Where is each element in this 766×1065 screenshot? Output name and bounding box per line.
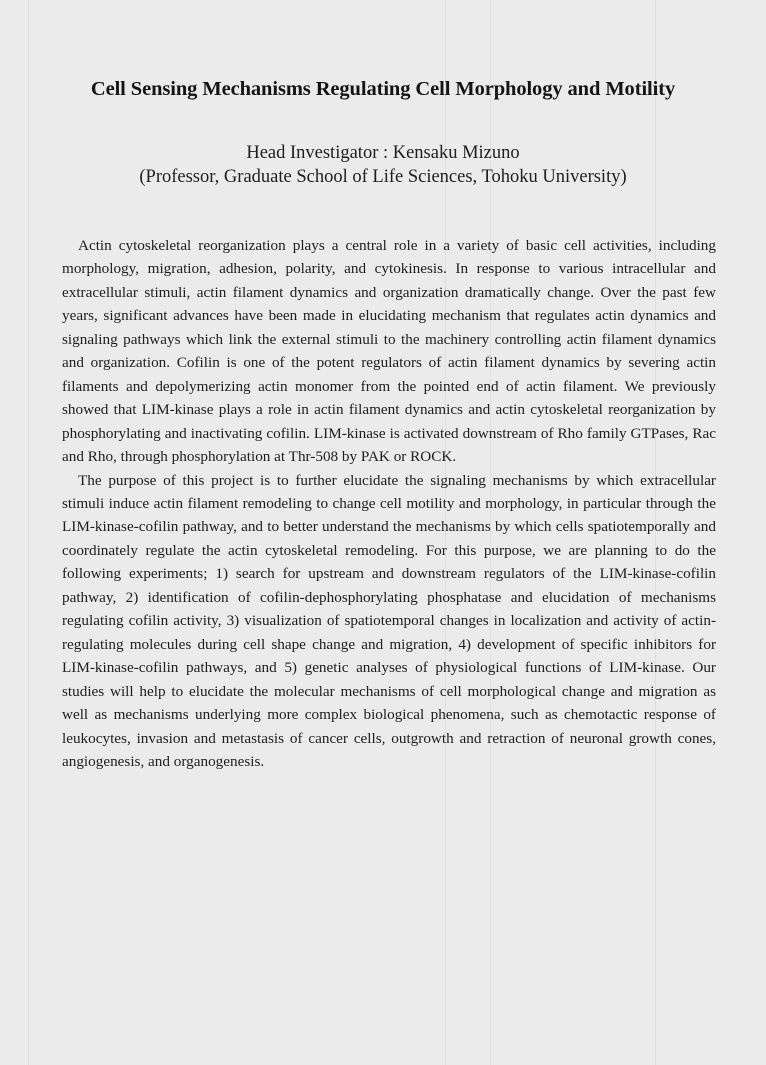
paragraph: Actin cytoskeletal reorganization plays a central role in a variety of basic cell activities, including morphology, migration, adhesion, polarity, and cytokinesis. In response to various intracellular and extracellular stimuli, actin filament dynamics and organization dramatically change. Over the past few years, significant advances have been made in elucidating mechanism that regulates actin dynamics and signaling pathways which link the external stimuli to the machinery controlling actin filament dynamics and organization. Cofilin is one of the potent regulators of actin filament dynamics by severing actin filaments and depolymerizing actin monomer from the pointed end of actin filament. We previously showed that LIM-kinase plays a role in actin filament dynamics and actin cytoskeletal reorganization by phosphorylating and inactivating cofilin. LIM-kinase is activated downstream of Rho family GTPases, Rac and Rho, through phosphorylation at Thr-508 by PAK or ROCK. [62, 237, 716, 466]
paragraph: The purpose of this project is to further elucidate the signaling mechanisms by which extracellular stimuli induce actin filament remodeling to change cell motility and morphology, in particular through the LIM-kinase-cofilin pathway, and to better understand the mechanisms by which cells spatiotemporally and coordinately regulate the actin cytoskeletal remodeling. For this purpose, we are planning to do the following experiments; 1) search for upstream and downstream regulators of the LIM-kinase-cofilin pathway, 2) identification of cofilin-dephosphorylating phosphatase and elucidation of mechanisms regulating cofilin activity, 3) visualization of spatiotemporal changes in localization and activity of actin-regulating molecules during cell shape change and migration, 4) development of specific inhibitors for LIM-kinase-cofilin pathways, and 5) genetic analyses of physiological functions of LIM-kinase. Our studies will help to elucidate the molecular mechanisms of cell morphological change and migration as well as mechanisms underlying more complex biological phenomena, such as chemotactic response of leukocytes, invasion and metastasis of cancer cells, outgrowth and retraction of neuronal growth cones, angiogenesis, and organogenesis. [62, 471, 716, 770]
abstract-body [62, 234, 716, 773]
investigator-block [0, 141, 766, 189]
document-title: Cell Sensing Mechanisms Regulating Cell Morphology and Motility [90, 78, 676, 100]
head-investigator-line: Head Investigator : Kensaku Mizuno [246, 143, 520, 163]
affiliation-line: (Professor, Graduate School of Life Sciences, Tohoku University) [139, 167, 627, 187]
